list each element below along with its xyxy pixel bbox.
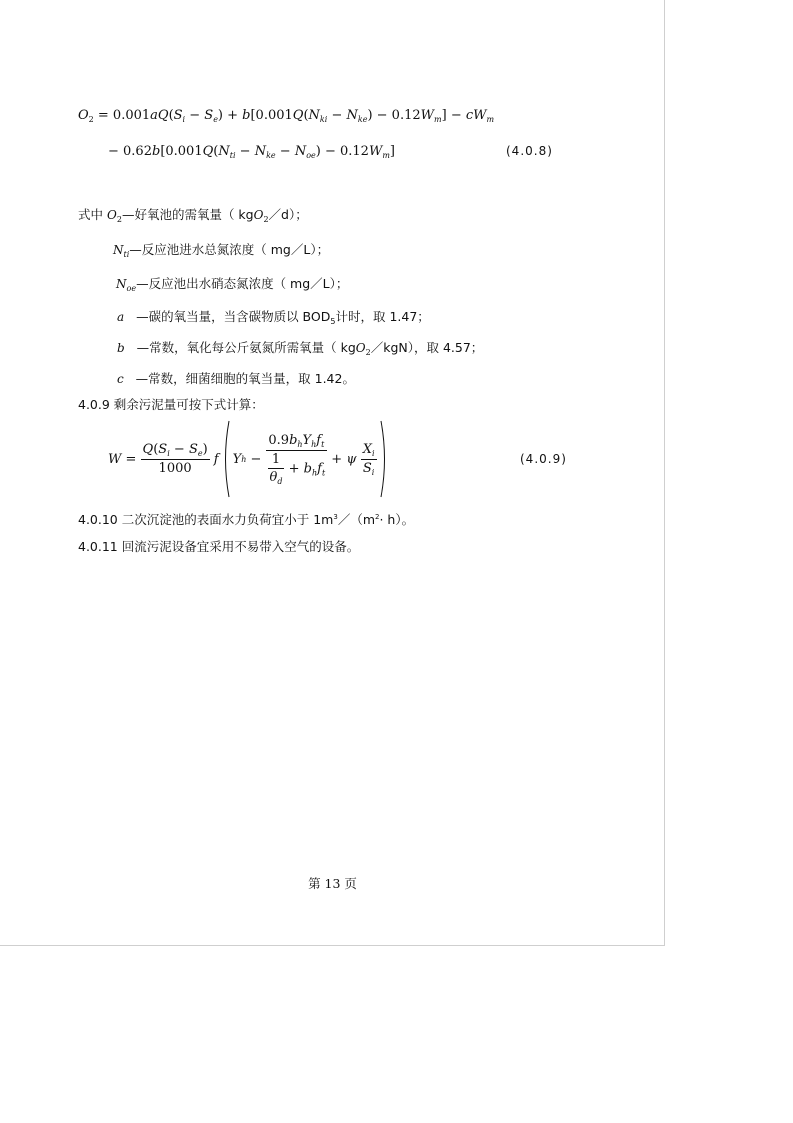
definition-o2-text: —好氧池的需氧量（ kg [121,207,254,222]
right-paren [379,420,389,498]
fraction-growth: $0.9b_hY_hf_t$ $\frac{1}{\theta_d}$ + $b_hf_t$ [266,433,328,486]
definition-c-text: —常数，细菌细胞的氧当量，取 1.42。 [135,371,355,386]
definition-b: b —常数，氧化每公斤氨氮所需氧量（ kgO$_2$／kgN），取 4.57； [117,340,484,357]
definition-nti: $N_{ti}—$反应池进水总氮浓度（ mg／L）； [113,242,330,259]
equation-number-4-0-8: (4.0.8) [506,144,553,158]
definition-b-text: —常数，氧化每公斤氨氮所需氧量（ kg [136,340,356,355]
clause-4-0-10: 4.0.10 二次沉淀池的表面水力负荷宜小于 $1m^3/(m^2\cdot h)$。 [78,512,415,527]
definition-noe-text: —反应池出水硝态氮浓度（ mg／L）； [136,276,349,291]
definition-a-text: —碳的氧当量，当含碳物质以 BOD [136,309,331,324]
clause-4-0-9: 4.0.9 剩余污泥量可按下式计算： [78,397,264,412]
definition-o2: 式中 $O_2—$好氧池的需氧量（ kgO$_2$／d）； [78,207,308,224]
definition-nti-text: —反应池进水总氮浓度（ mg／L）； [129,242,330,257]
equation-number-4-0-9: (4.0.9) [520,452,567,466]
definition-c: c —常数，细菌细胞的氧当量，取 1.42。 [117,371,355,386]
definition-o2-unit: ／d）； [268,207,308,222]
equation-4-0-9: W = $\frac{Q(S_i - S_e)}{1000}$ f Y h − $0.9b_hY_hf_t$ $\frac{1}{\theta_d}$ + $b_hf_t$ + ψ $\frac{X_i}{S_i}$ [108,420,391,498]
fraction-x-s: $\frac{X_i}{S_i}$ [362,441,375,477]
definition-a: a —碳的氧当量，当含碳物质以 $BOD_5$计时，取 1.47； [117,309,430,326]
definition-a-tail: 计时，取 1.47； [335,309,430,324]
left-paren [221,420,231,498]
equation-4-0-8-line-2: − $0.62b[0.001Q(N_{ti} - N_{ke} - N_{oe}) - 0.12W_m]$ [108,144,395,160]
page-number: 第 13 页 [308,876,357,891]
definition-b-tail: ／kgN），取 4.57； [370,340,484,355]
definition-lead: 式中 [78,207,104,222]
fraction-q-s: $\frac{Q(S_i - S_e)}{1000}$ [142,442,208,476]
definition-noe: $N_{oe}—$反应池出水硝态氮浓度（ mg／L）； [116,276,349,293]
clause-4-0-11: 4.0.11 回流污泥设备宜采用不易带入空气的设备。 [78,539,360,554]
equation-4-0-8-line-1: $O_2 = 0.001aQ(S_i - S_e) + b[0.001Q(N_{ki} - N_{ke}) - 0.12W_m] - cW_m$ [78,108,495,124]
